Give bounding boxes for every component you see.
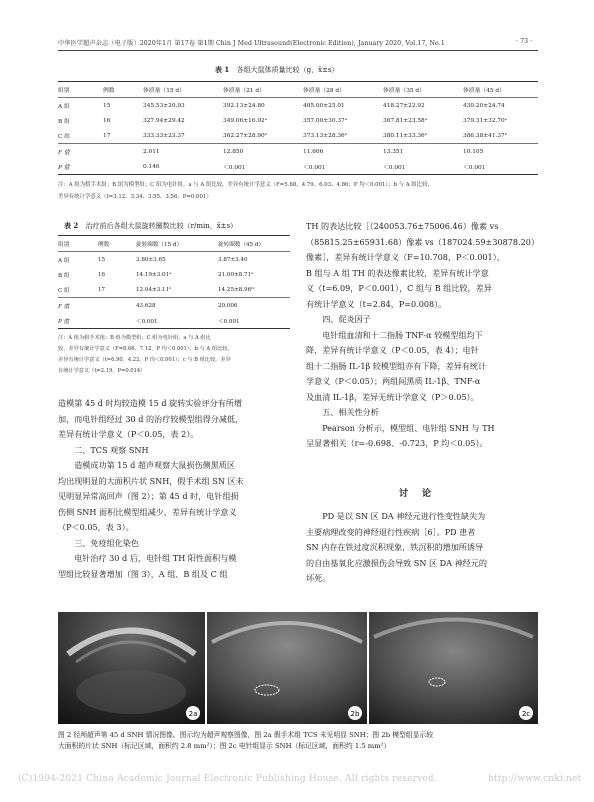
table-cell: 15 [98,256,106,263]
body-line: 呈显著相关（r=-0.698、-0.723，P 均＜0.05）。 [306,438,488,448]
table-cell: 12.04±3.11ᵇ [136,286,172,293]
body-line: 义（t=6.09，P＜0.001），C 组与 B 组比较，差异 [306,283,492,293]
table1-note-line2: 差异有统计学意义（t=3.12、3.34、3.55、3.56，P=0.001） [58,194,212,200]
table-cell: 14.19±3.01ᵃ [136,271,172,278]
body-line: 降，差异有统计学意义（P＜0.05，表 4）；电针 [306,345,479,355]
table-row [58,252,290,268]
table-cell: ＜0.001 [383,165,406,171]
table-cell: ＜0.001 [136,318,158,325]
table-cell: 21.00±8.71ᵃ [218,271,254,278]
table-cell [103,159,143,175]
discussion-body [306,509,538,587]
body-line: 像素］，差异有统计学意义（F=10.708，P＜0.001）， [306,252,505,262]
running-header: 中华医学超声杂志（电子版）2020年1月 第17卷 第1期 Chin J Med Ultrasound(Electronic Edition), January 2020, Vol.17, No.1 [58,40,445,47]
panel-label-2b: 2b [350,710,360,718]
table-cell: 333.33±23.37 [143,132,185,139]
body-line: （85815.25±65931.68）像素 vs（187024.59±30878.20） [306,236,540,247]
body-line: B 组与 A 组 TH 的表达像素比较，差异有统计学意 [306,267,489,278]
table2-number: 表 2 [64,221,79,230]
body-line: （P＜0.05，表 3）。 [58,522,134,532]
table-cell: B 组 [58,119,70,125]
body-line: 电针治疗 30 d 后，电针组 TH 阳性面积与模 [74,553,237,563]
body-line: 见明显异常高回声（图 2）；第 45 d 时，电针组损 [58,491,239,501]
table2-note-line: 有统计学意义（t=2.19，P=0.014） [58,368,146,374]
table1-title: 各组大鼠体质量比较（g，x̄±s） [236,66,339,74]
body-line: 有统计学意义（t=2.84，P=0.008）。 [306,298,447,309]
table-cell [103,144,143,160]
ultrasound-image-2a [58,612,205,724]
body-line: 型组比较显著增加（图 3），A 组、B 组及 C 组 [58,568,228,579]
table-cell: ＜0.001 [218,318,240,325]
table2 [58,235,290,329]
section-heading-ihc: 三、免疫组化染色 [74,537,139,548]
table2-note-line: 差异有统计学意义（t=6.90、4.22，P 均＜0.001）；c 与 B 组比较，差异 [58,357,231,363]
discussion-heading: 讨论 [398,489,445,499]
table-cell: 3.80±3.65 [136,256,166,263]
table-cell [98,313,136,329]
table2-header-row [58,236,290,252]
table-cell: 3.87±3.40 [218,256,248,263]
table-cell: 13.351 [383,148,404,155]
body-line: 均出现明显的大面积片状 SNH，假手术组 SN 区未 [58,475,244,486]
table2-header-cell: 组别 [58,241,70,248]
table-cell: 349.06±16.92ᵃ [223,117,267,124]
table-cell: 11.606 [303,148,324,155]
table2-title: 治疗前后各组大鼠旋转圈数比较（r/min，x̄±s） [85,222,238,230]
figure-caption-line: 图 2 经颅超声第 45 d SNH 情况图像。图示均为超声观察图像，图 2a 假手术组 TCS 未见明显 SNH；图 2b 模型组显示较 [58,731,433,739]
page-number: · 73 · [516,38,533,45]
table-row [58,98,538,114]
table-cell: C 组 [58,287,70,294]
body-line: 伤侧 SNH 面积比模型组减少，差异有统计学意义 [58,506,237,517]
table-cell: 14.25±8.96ᵇᶜ [218,286,256,293]
table1-header-cell: 体质量（45 d） [463,88,505,94]
figure2-caption [58,730,538,752]
figure-caption-line: 大面积的片状 SNH（标记区域，面积约 2.8 mm²）；图 2c 电针组显示 SNH（标记区域，面积约 1.5 mm²） [58,742,391,750]
table-row [58,267,290,282]
table-cell: ＜0.001 [463,165,486,171]
table-cell: 17 [98,286,106,293]
table-cell: A 组 [58,257,70,264]
table1 [58,81,538,175]
section-heading-tcs: 二、TCS 观察 SNH [74,444,149,455]
body-line: 电针组血清和十二指肠 TNF-α 较模型组均下 [322,329,483,340]
table1-header-cell: 体质量（35 d） [383,88,425,94]
table-cell: 2.011 [143,148,160,155]
cnki-url: http://www.cnki.net [488,774,582,784]
right-column-body [306,219,538,452]
table-cell: 43.628 [136,302,156,309]
table2-note-line: 较，差异有统计学意义（F=8.66、7.12，P 均＜0.001）；b 与 A 组比较， [58,346,233,352]
table1-header-cell: 体质量（28 d） [303,88,345,94]
table-cell: 430.20±24.74 [463,102,505,109]
table-cell: 10.105 [463,148,484,155]
table-cell [98,298,136,314]
table-cell: 327.94±29.42 [143,117,185,124]
table-cell: B 组 [58,272,70,279]
table2-caption [64,221,237,231]
table-row [58,128,538,144]
table-cell: F 值 [58,303,70,310]
ultrasound-image-2b [207,612,367,724]
table-cell: P 值 [58,165,70,171]
table-cell: 345.53±20.93 [143,102,185,109]
body-line: 的自由基氧化应激损伤会导致 SN 区 DA 神经元的 [306,557,487,568]
table-cell: P 值 [58,318,70,325]
table2-note-line: 注：A 组为假手术组；B 组为模型组；C 组为电针组。a 与 A 组比 [58,335,211,341]
table-cell: 20.006 [218,302,238,309]
table1-number: 表 1 [215,65,230,74]
table-cell: 373.13±28.36ᵇ [303,132,348,139]
table-cell: 367.81±23.58ᵃ [383,117,427,124]
ultrasound-2c-graphic [369,612,538,724]
header-rule [58,50,538,51]
body-line: 坏死。 [306,573,331,583]
body-line: 加，而电针组经过 30 d 的治疗较模型组得分减低， [58,413,244,424]
body-line: Pearson 分析示，模型组、电针组 SNH 与 TH [322,422,495,433]
table1-header-cell: 组别 [58,88,70,94]
table-cell: 357.00±30.37ᵃ [303,117,347,124]
table-cell: C 组 [58,134,71,140]
table-cell: 15 [103,102,111,109]
ultrasound-2b-graphic [207,612,367,724]
body-line: 组十二指肠 IL-1β 较模型组亦有下降，差异有统计 [306,360,487,371]
table-cell: 386.38±41.37ᵇ [463,132,508,139]
panel-label-2a: 2a [188,710,198,718]
body-line: 造模成功第 15 d 超声观察大鼠损伤侧黑质区 [74,460,235,470]
table-cell: 17 [103,132,111,139]
copyright-footer: (C)1994-2021 China Academic Journal Electronic Publishing House. All rights reserved. [18,774,437,784]
section-heading-correlation: 五、相关性分析 [322,407,379,417]
table-cell: 0.146 [143,163,160,170]
table-cell: 16 [98,271,106,278]
table-cell: 362.27±28.90ᵇ [223,132,268,139]
body-line: SN 内存在铁过度沉积现象，铁沉积的增加所诱导 [306,542,484,552]
body-line: PD 是以 SN 区 DA 神经元进行性变性缺失为 [322,511,486,521]
section-heading-inflammation: 四、促炎因子 [322,314,371,324]
table1-note-line1: 注：A 组为假手术组；B 组为模型组；C 组为电针组。a 与 A 组比较，差异有统计学意义（F=5.68、4.79、6.03、4.86；P 均＜0.001）；b 与 A 组比较， [58,182,433,188]
table2-notes [58,333,233,377]
table-cell: A 组 [58,104,70,110]
body-line: 及血清 IL-1β，差异无统计学意义（P＞0.05）。 [306,391,479,402]
table1-caption [215,65,339,75]
table-cell: 380.11±33.36ᵇ [383,132,428,139]
table2-header-cell: 例数 [98,241,110,248]
table-cell: ＜0.001 [223,165,246,171]
left-column-body [58,396,290,582]
panel-label-2c: 2c [521,710,531,718]
body-line: TH 的表达比较［（240053.76±75006.46）像素 vs [306,221,499,231]
table-row [58,282,290,298]
table-row [58,313,290,329]
body-line: 主要病理改变的神经退行性疾病［6］。PD 患者 [306,526,476,537]
ultrasound-2a-graphic [58,612,205,724]
table-cell: 16 [103,117,111,124]
table-row [58,159,538,175]
table-cell: 12.850 [223,148,244,155]
table1-header-cell: 体质量（21 d） [223,88,265,94]
body-line: 差异有统计学意义（P＜0.05，表 2）。 [58,429,199,439]
table-cell: 405.00±25.01 [303,102,345,109]
table2-header-cell: 旋转圈数（45 d） [218,241,265,248]
table2-header-cell: 旋转圈数（15 d） [136,241,183,248]
table-cell: F 值 [58,150,70,156]
table1-header-cell: 例数 [103,88,115,94]
table1-header-row [58,82,538,98]
table-row [58,298,290,314]
body-line: 学意义（P＜0.05）；两组间黑质 IL-1β、TNF-α [306,376,481,386]
table1-header-cell: 体质量（15 d） [143,88,185,94]
ultrasound-image-2c [369,612,538,724]
table-cell: 392.13±24.80 [223,102,265,109]
body-line: 造模第 45 d 时均较造模 15 d 旋转实验评分有所增 [58,398,242,408]
table-cell: 418.27±22.92 [383,102,425,109]
table-cell: ＜0.001 [303,165,326,171]
table-row [58,144,538,160]
table-row [58,113,538,128]
table-cell: 379.31±32.70ᵃ [463,117,507,124]
